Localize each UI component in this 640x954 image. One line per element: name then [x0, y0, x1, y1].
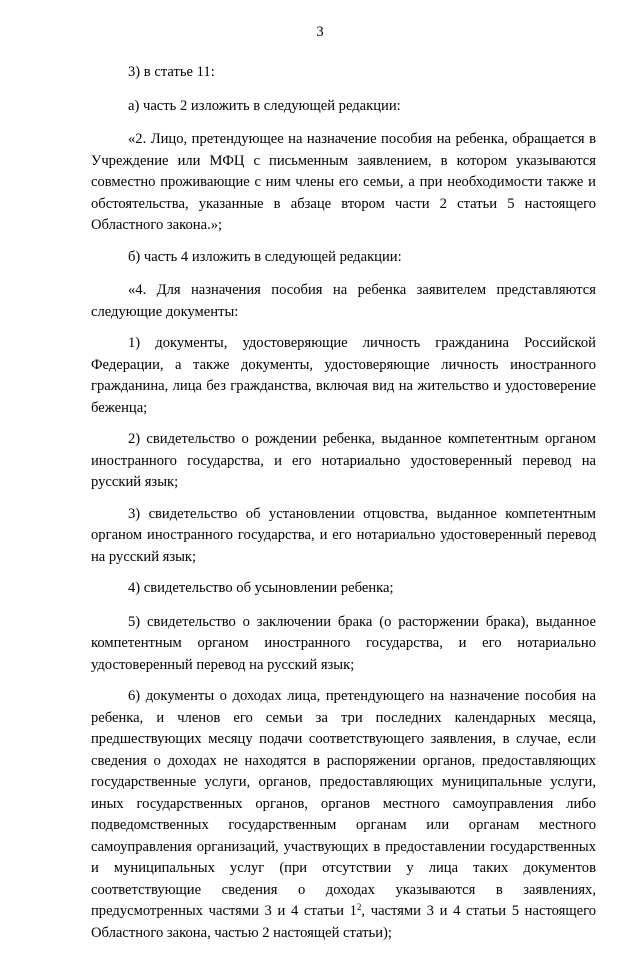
paragraph-part-2-text: «2. Лицо, претендующее на назначение пособия на ребенка, обращается в Учреждение или МФЦ с письменным заявлением, в котором указываются совместно проживающие с ним члены его семьи, а при необходимости также и обстоятельства, указанные в абзаце втором части 2 статьи 5 настоящего Областного закона.»; — [91, 131, 596, 233]
list-item-5: 5) свидетельство о заключении брака (о расторжении брака), выданное компетентным органом иностранного государства, и его нотариально удостоверенный перевод на русский язык; — [91, 613, 596, 673]
paragraph-part-4-intro: «4. Для назначения пособия на ребенка заявителем представляются следующие документы: — [91, 282, 596, 320]
list-item-2: 2) свидетельство о рождении ребенка, выданное компетентным органом иностранного государства, и его нотариально удостоверенный перевод на русский язык; — [91, 431, 596, 490]
superscript-article-number: 2 — [356, 902, 362, 912]
document-body — [91, 62, 596, 954]
list-item-1: 1) документы, удостоверяющие личность гражданина Российской Федерации, а также документы, удостоверяющие личность иностранного гражданина, лица без гражданства, включая вид на жительство и удостоверение беженца; — [91, 335, 596, 416]
list-item-6 — [91, 686, 596, 944]
page-number: 3 — [316, 24, 324, 40]
paragraph-part-2-heading: а) часть 2 изложить в следующей редакции: — [128, 97, 401, 114]
list-item-4: 4) свидетельство об усыновлении ребенка; — [128, 580, 394, 596]
list-item-6-text-b: , частями 3 и 4 статьи 5 настоящего Областного закона, частью 2 настоящей статьи); — [91, 903, 596, 941]
paragraph-part-4-heading: б) часть 4 изложить в следующей редакции: — [128, 248, 402, 265]
list-item-6-text-a: 6) документы о доходах лица, претендующего на назначение пособия на ребенка, и членов его семьи за три последних календарных месяца, предшествующих месяцу подачи соответствующего заявления, в случае, если сведения о доходах не находятся в распоряжении органов, предоставляющих государственные услуги, органов, предоставляющих муниципальные услуги, иных государственных органов, органов местного самоуправления либо подведомственных государственным органам или органам местного самоуправления организаций, участвующих в предоставлении государственных и муниципальных услуг (при отсутствии у лица таких документов соответствующие сведения о доходах указываются в заявлениях, предусмотренных частями 3 и 4 статьи 1 — [91, 688, 596, 919]
list-item-3: 3) свидетельство об установлении отцовства, выданное компетентным органом иностранного государства, и его нотариально удостоверенный перевод на русский язык; — [91, 505, 596, 565]
paragraph-article-11: 3) в статье 11: — [128, 64, 215, 80]
